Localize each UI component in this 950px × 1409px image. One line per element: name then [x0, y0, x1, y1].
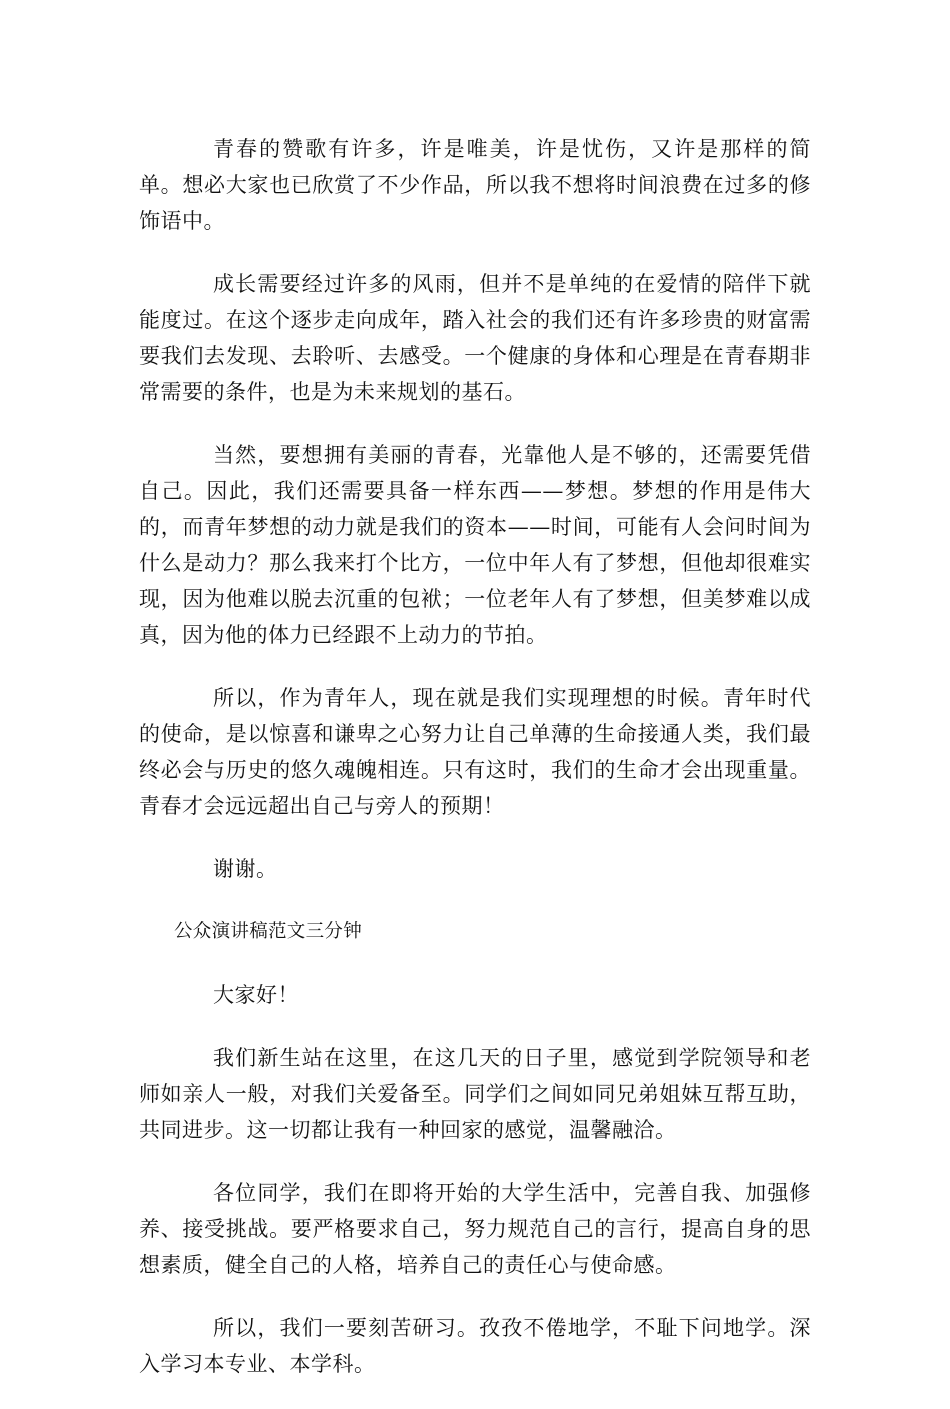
paragraph-greeting: 大家好！	[213, 983, 299, 1007]
paragraph-study: 所以，我们一要刻苦研习。孜孜不倦地学，不耻下问地学。深入学习本专业、本学科。	[139, 1316, 811, 1376]
paragraph-thanks: 谢谢。	[213, 857, 278, 881]
paragraph-dream: 当然，要想拥有美丽的青春，光靠他人是不够的，还需要凭借自己。因此，我们还需要具备一样东西——梦想。梦想的作用是伟大的，而青年梦想的动力就是我们的资本——时间，可能有人会问时间为什么是动力？那么我来打个比方，一位中年人有了梦想，但他却很难实现，因为他难以脱去沉重的包袱；一位老年人有了梦想，但美梦难以成真，因为他的体力已经跟不上动力的节拍。	[139, 443, 811, 647]
paragraph-freshmen: 我们新生站在这里，在这几天的日子里，感觉到学院领导和老师如亲人一般，对我们关爱备至。同学们之间如同兄弟姐妹互帮互助，共同进步。这一切都让我有一种回家的感觉，温馨融洽。	[139, 1046, 811, 1142]
paragraph-growth: 成长需要经过许多的风雨，但并不是单纯的在爱情的陪伴下就能度过。在这个逐步走向成年，踏入社会的我们还有许多珍贵的财富需要我们去发现、去聆听、去感受。一个健康的身体和心理是在青春期非常需要的条件，也是为未来规划的基石。	[139, 272, 811, 404]
document-body	[139, 131, 811, 1409]
paragraph-mission: 所以，作为青年人，现在就是我们实现理想的时候。青年时代的使命，是以惊喜和谦卑之心努力让自己单薄的生命接通人类，我们最终必会与历史的悠久魂魄相连。只有这时，我们的生命才会出现重量。青春才会远远超出自己与旁人的预期！	[139, 686, 811, 818]
paragraph-youth-anthem: 青春的赞歌有许多，许是唯美，许是忧伤，又许是那样的简单。想必大家也已欣赏了不少作品，所以我不想将时间浪费在过多的修饰语中。	[139, 137, 811, 233]
paragraph-classmates: 各位同学，我们在即将开始的大学生活中，完善自我、加强修养、接受挑战。要严格要求自己，努力规范自己的言行，提高自身的思想素质，健全自己的人格，培养自己的责任心与使命感。	[139, 1181, 811, 1277]
section-title: 公众演讲稿范文三分钟	[174, 921, 363, 942]
